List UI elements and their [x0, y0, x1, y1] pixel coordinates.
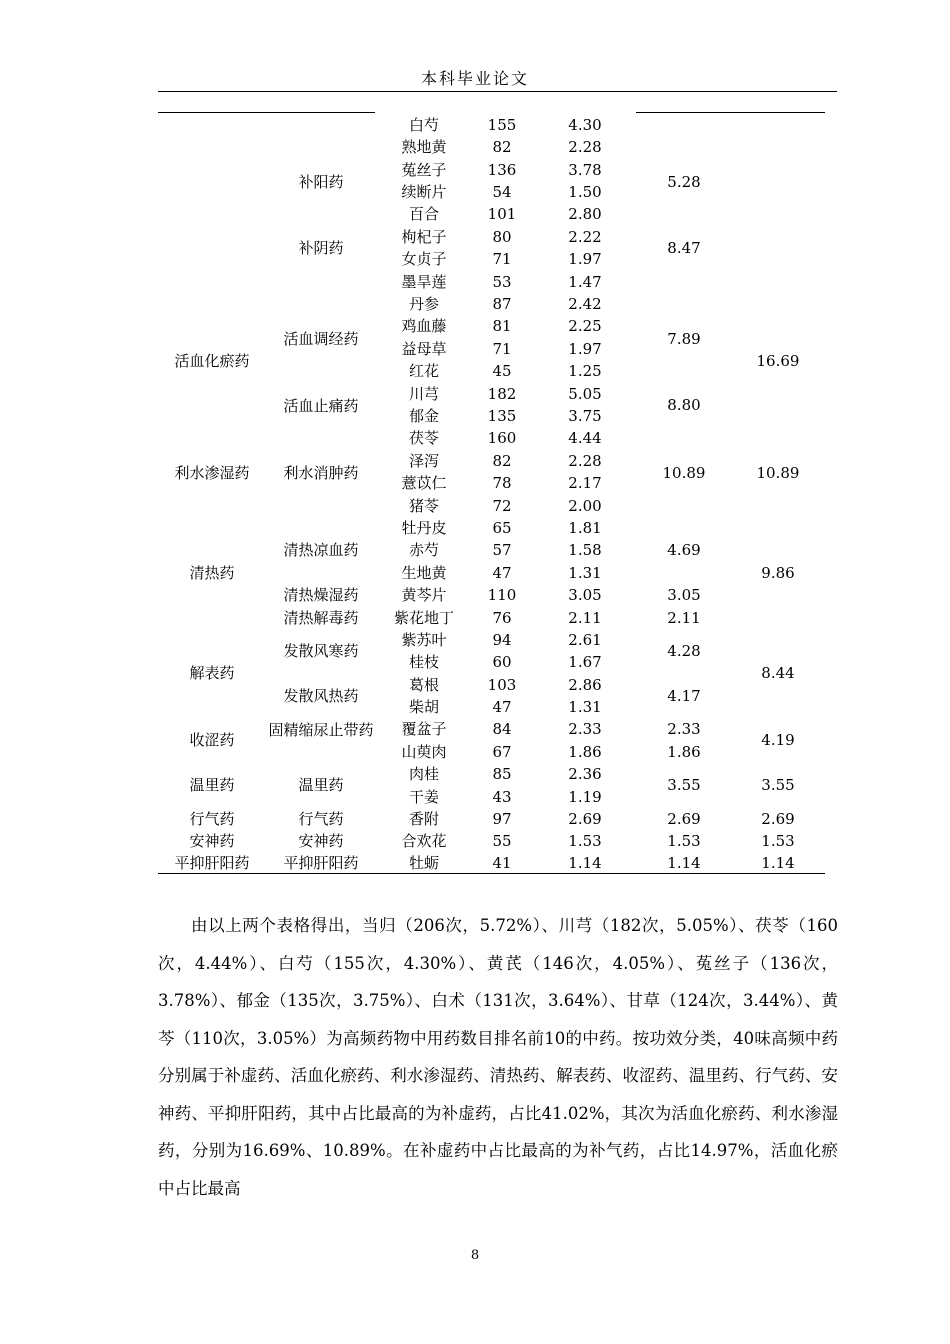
herb-name: 牡丹皮	[401, 519, 447, 537]
herb-count: 82	[492, 452, 512, 470]
subcategory-label: 补阴药	[298, 239, 344, 257]
herb-count: 85	[492, 765, 512, 783]
herb-percent: 1.19	[568, 788, 602, 806]
subcategory-total: 5.28	[667, 173, 701, 191]
herb-count: 43	[492, 788, 512, 806]
herb-count: 67	[492, 743, 512, 761]
body-paragraph: 由以上两个表格得出，当归（206次，5.72%）、川芎（182次，5.05%）、茯苓（160次，4.44%）、白芍（155次，4.30%）、黄芪（146次，4.05%）、菟丝子（136次，3.78%）、郁金（135次，3.75%）、白术（131次，3.64%）、甘草（124次，3.44%）、黄芩（110次，3.05%）为高频药物中用药数目排名前10的中药。按功效分类，40味高频中药分别属于补虚药、活血化瘀药、利水渗湿药、清热药、解表药、收涩药、温里药、行气药、安神药、平抑肝阳药，其中占比最高的为补虚药，占比41.02%，其次为活血化瘀药、利水渗湿药，分别为16.69%、10.89%。在补虚药中占比最高的为补气药，占比14.97%，活血化瘀中占比最高	[158, 916, 838, 1198]
herb-name: 百合	[408, 205, 439, 223]
herb-count: 78	[492, 474, 512, 492]
herb-percent: 1.25	[568, 362, 602, 380]
header-rule	[158, 91, 837, 92]
page-number: 8	[470, 1248, 480, 1263]
herb-name: 葛根	[408, 676, 439, 694]
subcategory-total: 1.86	[667, 743, 701, 761]
herb-count: 54	[492, 183, 512, 201]
herb-name: 紫花地丁	[393, 609, 454, 627]
subcategory-total: 8.80	[667, 396, 701, 414]
subcategory-label: 清热燥湿药	[283, 586, 359, 604]
herb-percent: 2.28	[568, 452, 602, 470]
category-total: 2.69	[761, 810, 795, 828]
herb-name: 泽泻	[408, 452, 439, 470]
herb-percent: 1.31	[568, 564, 602, 582]
subcategory-total: 1.53	[667, 832, 701, 850]
herb-name: 菟丝子	[401, 161, 447, 179]
subcategory-total: 2.69	[667, 810, 701, 828]
herb-percent: 2.80	[568, 205, 602, 223]
herb-name: 香附	[408, 810, 439, 828]
herb-count: 65	[492, 519, 512, 537]
subcategory-label: 活血止痛药	[283, 397, 359, 415]
herb-percent: 3.05	[568, 586, 602, 604]
subcategory-total: 7.89	[667, 330, 701, 348]
herb-name: 柴胡	[408, 698, 439, 716]
herb-name: 白芍	[408, 116, 439, 134]
category-total: 1.14	[761, 854, 795, 872]
subcategory-label: 平抑肝阳药	[283, 854, 359, 872]
page-header-title: 本科毕业论文	[420, 69, 529, 88]
herb-name: 生地黄	[401, 564, 447, 582]
category-label: 解表药	[189, 664, 235, 682]
herb-count: 41	[492, 854, 512, 872]
herb-name: 赤芍	[408, 541, 439, 559]
category-label: 利水渗湿药	[174, 464, 250, 482]
herb-count: 47	[492, 564, 512, 582]
category-label: 活血化瘀药	[174, 352, 250, 370]
herb-count: 55	[492, 832, 512, 850]
herb-percent: 3.78	[568, 161, 602, 179]
subcategory-total: 4.69	[667, 541, 701, 559]
subcategory-label: 固精缩尿止带药	[268, 721, 374, 739]
subcategory-total: 10.89	[662, 464, 706, 482]
herb-percent: 3.75	[568, 407, 602, 425]
herb-count: 60	[492, 653, 512, 671]
herb-count: 82	[492, 138, 512, 156]
herb-name: 郁金	[408, 407, 439, 425]
herb-count: 71	[492, 340, 512, 358]
herb-count: 72	[492, 497, 512, 515]
herb-name: 紫苏叶	[401, 631, 447, 649]
herb-percent: 1.86	[568, 743, 602, 761]
herb-name: 墨旱莲	[401, 273, 447, 291]
herb-count: 182	[487, 385, 517, 403]
herb-count: 57	[492, 541, 512, 559]
herb-name: 牡蛎	[408, 854, 439, 872]
herb-percent: 1.47	[568, 273, 602, 291]
herb-percent: 4.44	[568, 429, 602, 447]
category-total: 10.89	[756, 464, 800, 482]
herb-name: 合欢花	[401, 832, 447, 850]
herb-count: 81	[492, 317, 512, 335]
herb-percent: 2.11	[568, 609, 602, 627]
herb-percent: 2.69	[568, 810, 602, 828]
herb-name: 益母草	[401, 340, 447, 358]
herb-count: 103	[487, 676, 517, 694]
herb-percent: 2.36	[568, 765, 602, 783]
category-total: 9.86	[761, 564, 795, 582]
herb-percent: 2.33	[568, 720, 602, 738]
category-total: 1.53	[761, 832, 795, 850]
herb-name: 肉桂	[408, 765, 439, 783]
subcategory-label: 安神药	[298, 832, 344, 850]
subcategory-total: 4.17	[667, 687, 701, 705]
herb-count: 160	[487, 429, 517, 447]
herb-name: 山萸肉	[401, 743, 447, 761]
category-label: 收涩药	[189, 731, 235, 749]
herb-percent: 1.97	[568, 250, 602, 268]
herb-percent: 2.17	[568, 474, 602, 492]
herb-count: 97	[492, 810, 512, 828]
herb-name: 丹参	[408, 295, 439, 313]
category-label: 行气药	[189, 810, 235, 828]
subcategory-total: 3.55	[667, 776, 701, 794]
herb-name: 熟地黄	[401, 138, 447, 156]
herb-percent: 2.28	[568, 138, 602, 156]
herb-count: 84	[492, 720, 512, 738]
herb-count: 80	[492, 228, 512, 246]
herb-count: 135	[487, 407, 517, 425]
herb-percent: 2.42	[568, 295, 602, 313]
subcategory-total: 2.11	[667, 609, 701, 627]
herb-percent: 1.97	[568, 340, 602, 358]
herb-count: 101	[487, 205, 517, 223]
herb-name: 川芎	[408, 385, 439, 403]
herb-percent: 4.30	[568, 116, 602, 134]
subcategory-total: 1.14	[667, 854, 701, 872]
herb-name: 桂枝	[408, 653, 439, 671]
herb-name: 猪苓	[408, 497, 439, 515]
subcategory-label: 发散风热药	[283, 687, 359, 705]
herb-count: 94	[492, 631, 512, 649]
subcategory-total: 3.05	[667, 586, 701, 604]
category-label: 安神药	[189, 832, 235, 850]
herb-name: 红花	[408, 362, 439, 380]
category-label: 温里药	[189, 776, 235, 794]
herb-count: 47	[492, 698, 512, 716]
herb-name: 薏苡仁	[401, 474, 447, 492]
herb-count: 45	[492, 362, 512, 380]
herb-count: 71	[492, 250, 512, 268]
herb-name: 黄芩片	[401, 586, 447, 604]
category-total: 16.69	[756, 352, 800, 370]
herb-name: 枸杞子	[401, 228, 447, 246]
subcategory-label: 补阳药	[298, 173, 344, 191]
category-label: 平抑肝阳药	[174, 854, 250, 872]
herb-count: 110	[487, 586, 517, 604]
subcategory-label: 清热凉血药	[283, 541, 359, 559]
subcategory-label: 发散风寒药	[283, 642, 359, 660]
herb-percent: 2.86	[568, 676, 602, 694]
herb-percent: 2.00	[568, 497, 602, 515]
herb-count: 155	[487, 116, 517, 134]
category-total: 3.55	[761, 776, 795, 794]
subcategory-label: 利水消肿药	[283, 464, 359, 482]
herb-percent: 1.53	[568, 832, 602, 850]
herb-percent: 2.25	[568, 317, 602, 335]
category-total: 4.19	[761, 731, 795, 749]
herb-percent: 1.81	[568, 519, 602, 537]
category-total: 8.44	[761, 664, 795, 682]
herb-name: 鸡血藤	[401, 317, 447, 335]
subcategory-label: 活血调经药	[283, 330, 359, 348]
subcategory-label: 行气药	[298, 810, 344, 828]
herb-percent: 1.50	[568, 183, 602, 201]
subcategory-label: 清热解毒药	[283, 609, 359, 627]
subcategory-total: 4.28	[667, 642, 701, 660]
herb-percent: 1.67	[568, 653, 602, 671]
herb-percent: 1.58	[568, 541, 602, 559]
table-top-rule-left	[158, 112, 375, 113]
subcategory-total: 2.33	[667, 720, 701, 738]
herb-count: 76	[492, 609, 512, 627]
subcategory-total: 8.47	[667, 239, 701, 257]
herb-count: 136	[487, 161, 517, 179]
herb-count: 87	[492, 295, 512, 313]
herb-percent: 2.22	[568, 228, 602, 246]
herb-name: 女贞子	[401, 250, 447, 268]
herb-percent: 2.61	[568, 631, 602, 649]
herb-name: 干姜	[408, 788, 439, 806]
herb-percent: 1.14	[568, 854, 602, 872]
herb-percent: 1.31	[568, 698, 602, 716]
subcategory-label: 温里药	[298, 776, 344, 794]
table-top-rule-right	[636, 112, 825, 113]
herb-name: 茯苓	[408, 429, 439, 447]
category-label: 清热药	[189, 564, 235, 582]
herb-count: 53	[492, 273, 512, 291]
herb-name: 续断片	[401, 183, 447, 201]
herb-name: 覆盆子	[401, 720, 447, 738]
herb-percent: 5.05	[568, 385, 602, 403]
